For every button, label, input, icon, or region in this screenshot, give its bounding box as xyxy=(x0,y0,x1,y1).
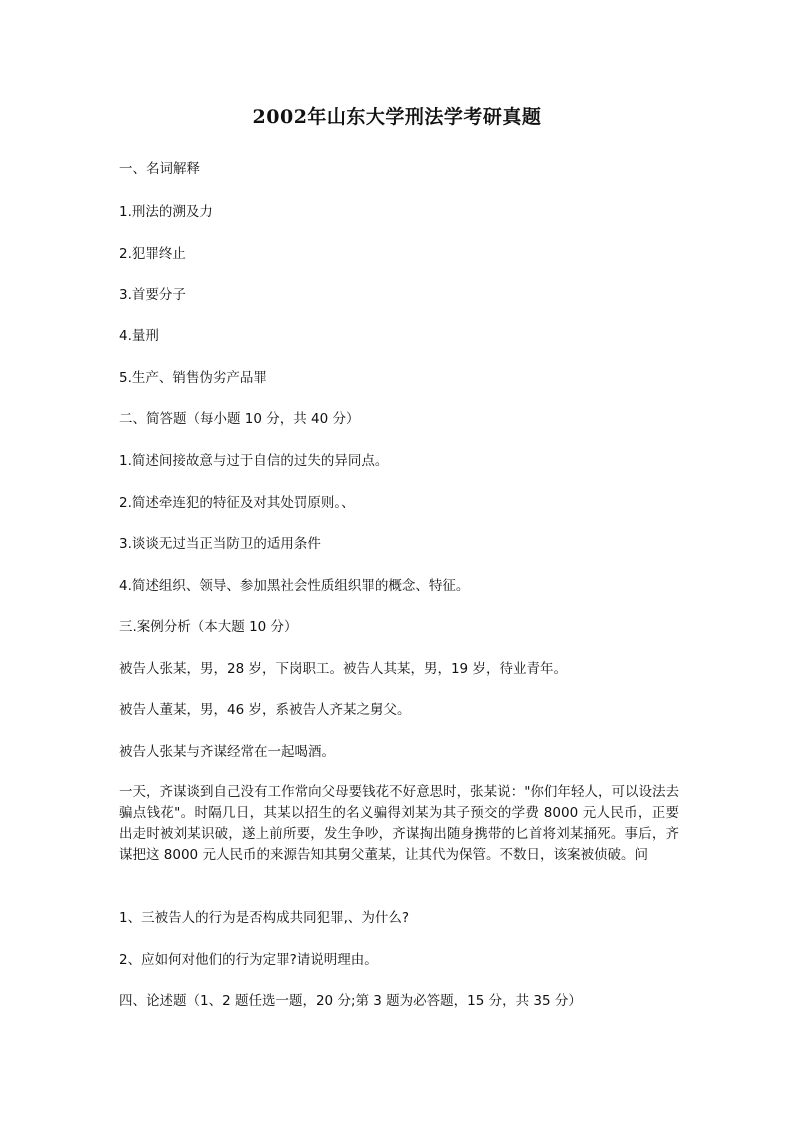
case-line-2: 被告人董某，男，46 岁，系被告人齐某之舅父。 xyxy=(119,702,411,718)
section-heading-terms: 一、名词解释 xyxy=(119,161,200,177)
section-heading-case-analysis: 三.案例分析（本大题 10 分） xyxy=(119,619,298,635)
case-question-1: 1、三被告人的行为是否构成共同犯罪,、为什么? xyxy=(119,910,410,926)
short-answer-item-2: 2.简述牵连犯的特征及对其处罚原则。、 xyxy=(119,495,355,511)
page-title: 2002年山东大学刑法学考研真题 xyxy=(252,106,542,128)
short-answer-item-4: 4.简述组织、领导、参加黑社会性质组织罪的概念、特征。 xyxy=(119,578,470,594)
section-heading-essay: 四、论述题（1、2 题任选一题，20 分;第 3 题为必答题，15 分，共 35 分） xyxy=(119,993,582,1009)
short-answer-item-3: 3.谈谈无过当正当防卫的适用条件 xyxy=(119,536,321,552)
term-item-2: 2.犯罪终止 xyxy=(119,246,186,262)
case-line-1: 被告人张某，男，28 岁，下岗职工。被告人其某，男，19 岁，待业青年。 xyxy=(119,661,567,677)
term-item-1: 1.刑法的溯及力 xyxy=(119,204,213,220)
term-item-4: 4.量刑 xyxy=(119,328,159,344)
short-answer-item-1: 1.简述间接故意与过于自信的过失的异同点。 xyxy=(119,453,389,469)
case-story-paragraph: 一天，齐谋谈到自己没有工作常向父母要钱花不好意思时，张某说："你们年轻人，可以设法去骗点钱花"。时隔几日，其某以招生的名义骗得刘某为其子预交的学费 8000 元人民币，正要出走时被刘某识破，遂上前所要，发生争吵，齐谋掏出随身携带的匕首将刘某捅死。事后，齐谋把这 8000 元人民币的来源告知其舅父董某，让其代为保管。不数日，该案被侦破。问 xyxy=(119,784,679,863)
case-question-2: 2、应如何对他们的行为定罪?请说明理由。 xyxy=(119,952,378,968)
case-line-3: 被告人张某与齐谋经常在一起喝酒。 xyxy=(119,744,335,760)
term-item-5: 5.生产、销售伪劣产品罪 xyxy=(119,370,267,386)
term-item-3: 3.首要分子 xyxy=(119,287,186,303)
section-heading-short-answer: 二、简答题（每小题 10 分，共 40 分） xyxy=(119,411,360,427)
